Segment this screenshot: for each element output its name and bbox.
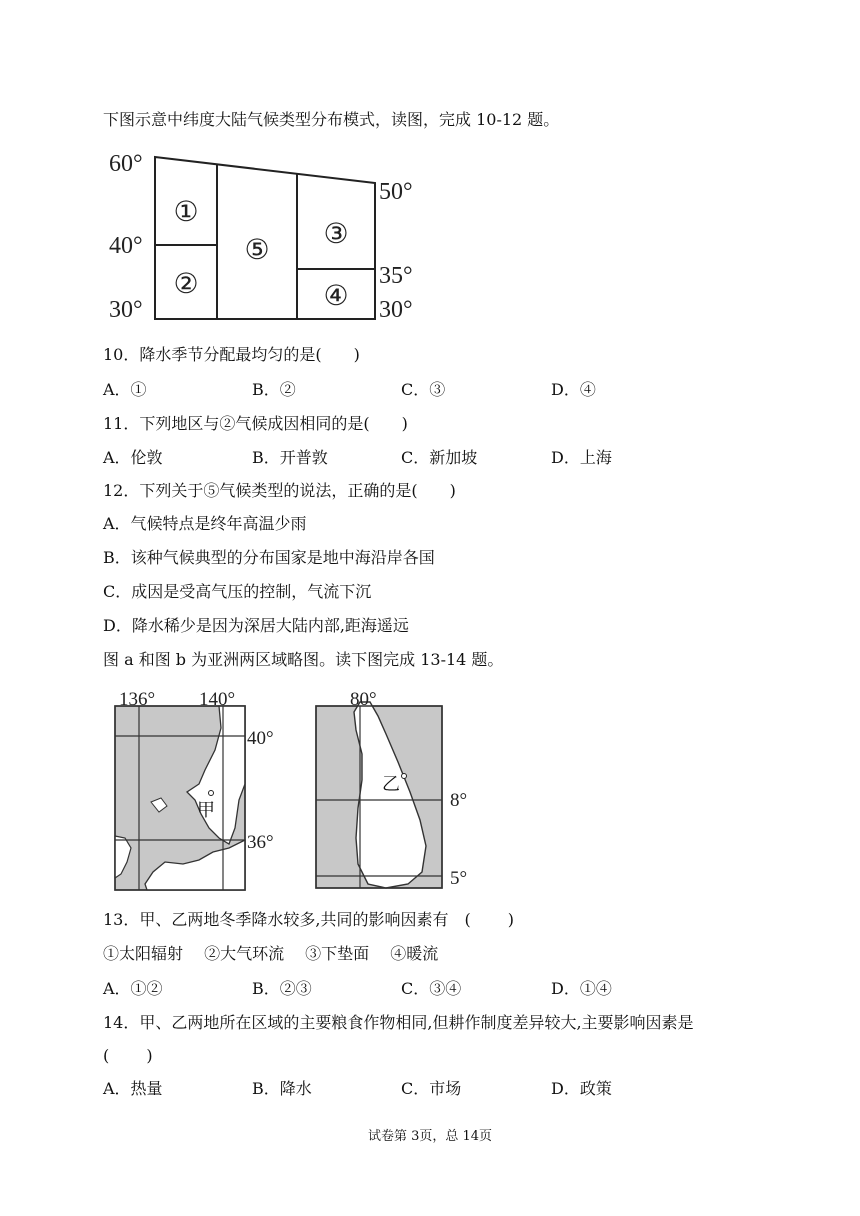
q12-option-a: A．气候特点是终年高温少雨 bbox=[103, 514, 307, 533]
question-13-stem: 13．甲、乙两地冬季降水较多,共同的影响因素有 ( ) bbox=[103, 910, 515, 929]
map-b-place-label: 乙 bbox=[382, 774, 400, 795]
q14-option-d: D．政策 bbox=[551, 1079, 612, 1098]
lat-label-30-left: 30° bbox=[109, 297, 143, 323]
q14-option-b: B．降水 bbox=[252, 1079, 312, 1098]
map-b-figure bbox=[310, 688, 490, 893]
q10-option-a: A．① bbox=[103, 380, 147, 399]
question-10-stem: 10．降水季节分配最均匀的是( ) bbox=[103, 345, 360, 364]
q14-option-a: A．热量 bbox=[103, 1079, 163, 1098]
lat-label-35: 35° bbox=[379, 263, 413, 289]
q13-factors: ①太阳辐射 ②大气环流 ③下垫面 ④暖流 bbox=[103, 944, 439, 963]
lat-label-50: 50° bbox=[379, 179, 413, 205]
intro-text-1: 下图示意中纬度大陆气候类型分布模式，读图，完成 10-12 题。 bbox=[103, 110, 560, 129]
climate-model-figure bbox=[103, 145, 433, 330]
question-11-stem: 11．下列地区与②气候成因相同的是( ) bbox=[103, 414, 408, 433]
region-2: ② bbox=[173, 269, 199, 300]
map-a-lon-136: 136° bbox=[119, 689, 156, 710]
region-3: ③ bbox=[323, 219, 349, 250]
page-footer: 试卷第 3页，总 14页 bbox=[367, 1129, 493, 1144]
q10-option-c: C．③ bbox=[401, 380, 446, 399]
map-a-lat-36: 36° bbox=[247, 832, 274, 853]
map-b-lat-8: 8° bbox=[450, 790, 468, 811]
q10-option-b: B．② bbox=[252, 380, 296, 399]
q13-option-a: A．①② bbox=[103, 979, 163, 998]
map-a-figure bbox=[103, 688, 288, 893]
map-b-lat-5: 5° bbox=[450, 868, 468, 889]
region-1: ① bbox=[173, 197, 199, 228]
map-a-lat-40: 40° bbox=[247, 728, 274, 749]
question-12-stem: 12．下列关于⑤气候类型的说法，正确的是( ) bbox=[103, 481, 456, 500]
q11-option-a: A．伦敦 bbox=[103, 448, 163, 467]
question-14-stem: 14．甲、乙两地所在区域的主要粮食作物相同,但耕作制度差异较大,主要影响因素是 bbox=[103, 1013, 694, 1032]
lat-label-40: 40° bbox=[109, 233, 143, 259]
q11-option-c: C．新加坡 bbox=[401, 448, 478, 467]
q12-option-b: B．该种气候典型的分布国家是地中海沿岸各国 bbox=[103, 548, 435, 567]
q13-option-b: B．②③ bbox=[252, 979, 312, 998]
lat-label-30-right: 30° bbox=[379, 297, 413, 323]
map-a-lon-140: 140° bbox=[199, 689, 236, 710]
q14-option-c: C．市场 bbox=[401, 1079, 462, 1098]
q12-option-c: C．成因是受高气压的控制，气流下沉 bbox=[103, 582, 372, 601]
q11-option-b: B．开普敦 bbox=[252, 448, 328, 467]
question-14-stem-cont: ( ) bbox=[103, 1046, 153, 1065]
q13-option-c: C．③④ bbox=[401, 979, 462, 998]
region-5: ⑤ bbox=[244, 235, 270, 266]
q11-option-d: D．上海 bbox=[551, 448, 612, 467]
q10-option-d: D．④ bbox=[551, 380, 596, 399]
lat-label-60: 60° bbox=[109, 151, 143, 177]
region-4: ④ bbox=[323, 281, 349, 312]
q12-option-d: D．降水稀少是因为深居大陆内部,距海遥远 bbox=[103, 616, 409, 635]
q13-option-d: D．①④ bbox=[551, 979, 612, 998]
map-b-lon-80: 80° bbox=[350, 689, 377, 710]
map-a-place-label: 甲 bbox=[197, 800, 215, 821]
intro-text-2: 图 a 和图 b 为亚洲两区域略图。读下图完成 13-14 题。 bbox=[103, 650, 504, 669]
